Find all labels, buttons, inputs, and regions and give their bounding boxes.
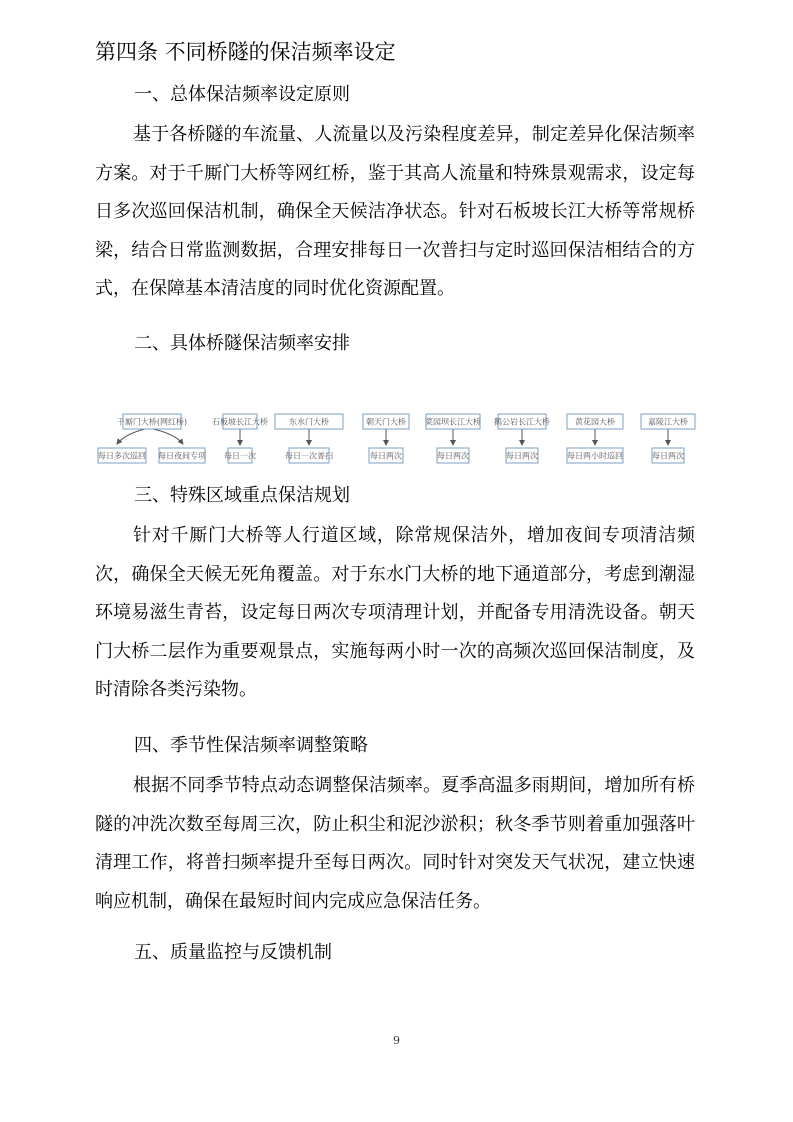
- flowchart-node-bottom: [98, 448, 146, 463]
- svg-text:鹅公岩长江大桥: 鹅公岩长江大桥: [494, 417, 550, 427]
- svg-text:朝天门大桥: 朝天门大桥: [366, 417, 406, 427]
- section-heading-5: 五、质量监控与反馈机制: [134, 942, 332, 963]
- flowchart-node-bottom: [506, 448, 538, 463]
- svg-text:每日多次巡回: 每日多次巡回: [98, 451, 146, 461]
- section-heading-3: 三、特殊区域重点保洁规划: [134, 485, 350, 506]
- flowchart-node-top: [641, 414, 695, 429]
- article-title: 第四条 不同桥隧的保洁频率设定: [95, 40, 396, 64]
- section-paragraph-4: 根据不同季节特点动态调整保洁频率。夏季高温多雨期间，增加所有桥隧的冲洗次数至每周三次，防止积尘和泥沙淤积；秋冬季节则着重加强落叶清理工作，将普扫频率提升至每日两次。同时针对突发天气状况，建立快速响应机制，确保在最短时间内完成应急保洁任务。: [95, 775, 695, 912]
- svg-text:嘉陵江大桥: 嘉陵江大桥: [648, 417, 688, 427]
- flowchart-node-bottom: [567, 448, 623, 463]
- section-paragraph-1: 基于各桥隧的车流量、人流量以及污染程度差异，制定差异化保洁频率方案。对于千厮门大桥等网红桥，鉴于其高人流量和特殊景观需求，设定每日多次巡回保洁机制，确保全天候洁净状态。针对石板坡长江大桥等常规桥梁，结合日常监测数据，合理安排每日一次普扫与定时巡回保洁相结合的方式，在保障基本清洁度的同时优化资源配置。: [95, 124, 695, 300]
- flowchart-node-bottom: [437, 448, 469, 463]
- flowchart-node-bottom: [158, 448, 207, 463]
- flowchart-node-top: [494, 414, 550, 429]
- section-heading-2: 二、具体桥隧保洁频率安排: [134, 333, 350, 354]
- flowchart-connector: [117, 429, 145, 444]
- svg-text:每日两次: 每日两次: [370, 451, 402, 461]
- svg-text:每日两次: 每日两次: [506, 451, 538, 461]
- page-number: 9: [393, 1034, 400, 1047]
- svg-text:千厮门大桥(网红桥): 千厮门大桥(网红桥): [116, 417, 188, 427]
- cleaning-frequency-flowchart: [95, 408, 705, 470]
- svg-text:黄花园大桥: 黄花园大桥: [575, 417, 615, 427]
- svg-text:每日两次: 每日两次: [437, 451, 469, 461]
- flowchart-node-bottom: [224, 448, 256, 463]
- svg-text:每日一次普扫: 每日一次普扫: [285, 451, 333, 461]
- flowchart-node-top: [275, 414, 343, 429]
- flowchart-node-top: [117, 414, 187, 429]
- svg-text:每日一次: 每日一次: [224, 451, 256, 461]
- flowchart-node-bottom: [652, 448, 684, 463]
- svg-text:东水门大桥: 东水门大桥: [289, 417, 329, 427]
- svg-text:每日两小时巡回: 每日两小时巡回: [567, 451, 623, 461]
- svg-text:菜园坝长江大桥: 菜园坝长江大桥: [425, 417, 481, 427]
- section-heading-1: 一、总体保洁频率设定原则: [134, 84, 350, 105]
- section-heading-4: 四、季节性保洁频率调整策略: [134, 735, 368, 756]
- flowchart-node-top: [363, 414, 409, 429]
- flowchart-node-top: [567, 414, 623, 429]
- flowchart-node-top: [425, 414, 481, 429]
- svg-text:石板坡长江大桥: 石板坡长江大桥: [212, 417, 268, 427]
- svg-text:每日夜间专项: 每日夜间专项: [158, 451, 206, 461]
- flowchart-connector: [153, 429, 183, 444]
- flowchart-node-top: [212, 414, 268, 429]
- flowchart-node-bottom: [285, 448, 333, 463]
- flowchart-node-bottom: [369, 448, 403, 463]
- section-paragraph-3: 针对千厮门大桥等人行道区域，除常规保洁外，增加夜间专项清洁频次，确保全天候无死角覆盖。对于东水门大桥的地下通道部分，考虑到潮湿环境易滋生青苔，设定每日两次专项清理计划，并配备专用清洗设备。朝天门大桥二层作为重要观景点，实施每两小时一次的高频次巡回保洁制度，及时清除各类污染物。: [95, 525, 695, 701]
- svg-text:每日两次: 每日两次: [652, 451, 684, 461]
